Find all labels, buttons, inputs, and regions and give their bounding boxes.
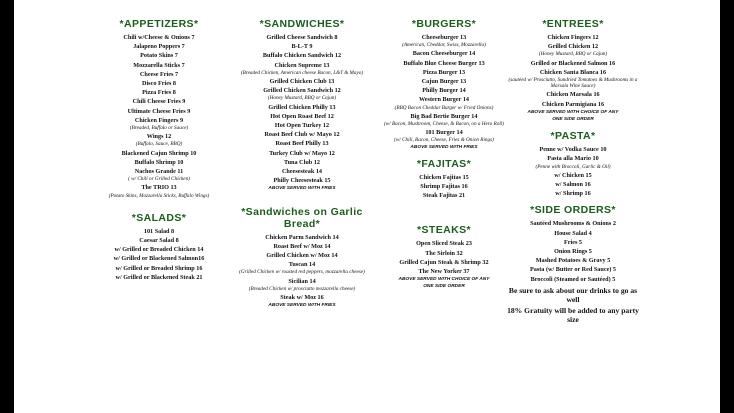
menu-item: Bacon Cheeseburger 14 <box>412 50 476 58</box>
menu-item: Pasta (w/ Butter or Red Sauce) 5 <box>529 266 617 274</box>
menu-item: w/ Grilled or Blackened Steak 21 <box>115 273 203 281</box>
menu-item: Broccoli (Steamed or Sautéed) 5 <box>530 275 616 283</box>
item-description: ( w/ Chili or Grilled Chicken) <box>128 176 190 183</box>
menu-item: Potato Skins 7 <box>140 52 178 60</box>
menu-item: w/ Grilled or Blackened Salmon16 <box>113 255 205 263</box>
menu-item: Roast Beef w/ Moz 14 <box>273 242 331 250</box>
menu-item: Buffalo Shrimp 10 <box>134 158 184 166</box>
menu-item: Wings 12 <box>146 133 172 141</box>
menu-item: Steak Fajitas 21 <box>422 192 466 200</box>
menu-item: Chicken Marsala 16 <box>546 91 600 99</box>
menu-item: Grilled Chicken 12 <box>547 43 599 51</box>
steaks-heading: *STEAKS* <box>417 224 471 237</box>
menu-item: Tuscan 14 <box>288 261 316 269</box>
menu-item: Cheeseburger 13 <box>421 34 467 41</box>
menu-item: w/ Shrimp 16 <box>555 190 591 198</box>
menu-item: Western Burger 14 <box>418 96 470 104</box>
item-description: (w/ Chili, Bacon, Cheese, Fries & Onion Rings) <box>394 137 494 144</box>
menu-item: Chicken Parm Sandwich 14 <box>265 233 339 241</box>
sandwiches-served-note: ABOVE SERVED WITH FRIES <box>268 186 336 192</box>
item-description: (Breaded Chicken w/ prosciutto mozzarella cheese) <box>248 285 356 292</box>
menu-item: Jalapeno Poppers 7 <box>133 43 185 51</box>
item-description: (Buffalo, Sauce, BBQ) <box>135 141 183 148</box>
menu-item: Hot Open Turkey 12 <box>274 122 330 130</box>
item-description: (Breaded Chicken, American cheese Bacon, L&T & Mayo) <box>240 69 364 76</box>
menu-column-sandwiches <box>232 18 372 310</box>
menu-item: B-L-T 9 <box>291 43 313 51</box>
menu-item: Nachos Grande 11 <box>134 168 184 176</box>
menu-item: Caesar Salad 8 <box>139 237 179 245</box>
menu-item: Grilled Chicken Philly 13 <box>268 103 336 111</box>
menu-item: Chicken Supreme 13 <box>274 61 330 69</box>
menu-item: Blackened Cajun Shrimp 10 <box>121 149 197 157</box>
sandwiches-heading: *SANDWICHES* <box>259 18 345 30</box>
menu-item: Roast Beef Philly 13 <box>275 140 329 148</box>
menu-item: Roast Beef Club w/ Mayo 12 <box>264 131 340 139</box>
menu-item: Pizza Fries 8 <box>142 89 176 97</box>
menu-item: The New Yorker 37 <box>418 268 470 276</box>
menu-item: Onion Rings 5 <box>554 248 592 256</box>
salads-heading: *SALADS* <box>131 211 187 224</box>
entrees-served-note: ABOVE SERVED WITH CHOICE OF ANY <box>527 109 619 115</box>
menu-item: Chili w/Cheese & Onions 7 <box>123 34 195 41</box>
menu-column-entrees-pasta-sides <box>503 18 643 324</box>
menu-item: Chili Cheese Fries 9 <box>132 98 186 106</box>
menu-item: Grilled Chicken w/ Moz 14 <box>266 252 338 260</box>
menu-item: Shrimp Fajitas 16 <box>420 183 468 191</box>
side-orders-heading: *SIDE ORDERS* <box>530 204 616 217</box>
menu-item: Disco Fries 8 <box>141 80 177 88</box>
menu-item: Chicken Fajitas 15 <box>419 173 469 181</box>
menu-item: w/ Chicken 15 <box>554 171 592 179</box>
entrees-served-note-2: ONE SIDE ORDER <box>552 117 594 123</box>
menu-item: Grilled Chicken Sandwich 12 <box>263 87 341 95</box>
menu-item: Buffalo Blue Cheese Burger 13 <box>403 59 485 67</box>
menu-item: Sicilian 14 <box>288 277 316 285</box>
menu-item: House Salad 4 <box>554 229 592 237</box>
item-description: (Honey Mustard, BBQ or Cajun) <box>538 51 608 58</box>
menu-item: 101 Burger 14 <box>425 129 463 137</box>
steaks-served-note-2: ONE SIDE ORDER <box>423 284 465 290</box>
item-description: (Honey Mustard, BBQ or Cajun) <box>267 95 337 102</box>
appetizers-heading: *APPETIZERS* <box>119 18 199 30</box>
menu-item: Cheese Fries 7 <box>139 70 179 78</box>
menu-item: Chicken Santa Blanca 16 <box>539 68 607 76</box>
steaks-served-note: ABOVE SERVED WITH CHOICE OF ANY <box>398 277 490 283</box>
menu-item: Cheesesteak 14 <box>281 168 323 176</box>
menu-item: Penne w/ Vodka Sauce 10 <box>539 146 607 154</box>
menu-item: Open Sliced Steak 23 <box>416 240 472 248</box>
item-description: (Penne with Broccoli, Garlic & Oil) <box>535 163 611 170</box>
menu-item: Steak w/ Moz 16 <box>280 294 324 302</box>
entrees-heading: *ENTREES* <box>542 18 604 30</box>
garlic-served-note: ABOVE SERVED WITH FRIES <box>268 303 336 309</box>
garlic-bread-heading: *Sandwiches on Garlic Bread* <box>241 205 363 230</box>
drinks-to-go-note: Be sure to ask about our drinks to go as well <box>508 285 638 304</box>
menu-item: 101 Salad 8 <box>143 227 175 235</box>
menu-item: w/ Grilled or Breaded Chicken 14 <box>114 246 204 254</box>
pasta-heading: *PASTA* <box>550 130 596 143</box>
menu-item: Fries 5 <box>563 238 583 246</box>
menu-item: Chicken Parmigiana 16 <box>541 100 605 108</box>
menu-item: Chicken Fingers 9 <box>134 116 184 124</box>
menu-item: Pasta alla Mario 10 <box>547 155 599 163</box>
menu-column-burgers-steaks <box>380 18 508 292</box>
menu-item: Tuna Club 12 <box>284 158 320 166</box>
menu-item: w/ Grilled or Breaded Shrimp 16 <box>115 264 203 272</box>
menu-item: Big Bad Bertie Burger 14 <box>410 112 478 120</box>
menu-item: Mozzarella Sticks 7 <box>133 61 185 69</box>
item-description: (sautéed w/ Prosciutto, Sundried Tomatoes & Mushrooms in a Marsala Wine Sauce) <box>508 77 638 90</box>
gratuity-note: 18% Gratuity will be added to any party size <box>507 305 639 324</box>
left-frame-border <box>0 0 14 413</box>
menu-item: Hot Open Roast Beef 12 <box>270 112 334 120</box>
menu-item: Grilled Cajun Steak & Shrimp 32 <box>399 258 489 266</box>
right-frame-border <box>720 0 734 413</box>
menu-item: Sautéed Mushrooms & Onions 2 <box>530 220 616 228</box>
burgers-heading: *BURGERS* <box>411 18 477 30</box>
menu-item: Grilled or Blackened Salmon 16 <box>530 59 616 67</box>
menu-item: Pizza Burger 13 <box>422 68 466 76</box>
menu-item: Philly Cheesesteak 15 <box>273 177 331 185</box>
menu-item: w/ Salmon 16 <box>555 181 591 189</box>
menu-item: Chicken Fingers 12 <box>547 34 599 41</box>
menu-item: Cajun Burger 13 <box>421 78 467 86</box>
menu-item: Ultimate Cheese Fries 9 <box>127 107 191 115</box>
menu-item: Mashed Potatoes & Gravy 5 <box>535 257 611 265</box>
item-description: (w/ Bacon, Mushroom, Cheese, & Bacon, on a Hero Roll) <box>384 121 504 128</box>
item-description: (BBQ Bacon Cheddar Burger w/ Fried Onions) <box>394 104 494 111</box>
item-description: (Potato Skins, Mozzarella Sticks, Buffalo Wings) <box>108 192 210 199</box>
item-description: (Breaded, Buffalo or Sauce) <box>129 125 189 132</box>
burgers-served-note: ABOVE SERVED WITH FRIES <box>410 144 478 150</box>
menu-item: Philly Burger 14 <box>422 87 466 95</box>
menu-item: Grilled Chicken Club 13 <box>269 78 335 86</box>
menu-item: Grilled Cheese Sandwich 8 <box>266 34 338 41</box>
fajitas-heading: *FAJITAS* <box>416 157 472 170</box>
menu-item: Buffalo Chicken Sandwich 12 <box>262 52 342 60</box>
menu-item: The Sirloin 32 <box>425 249 463 257</box>
menu-column-appetizers-salads <box>90 18 228 282</box>
item-description: (American, Cheddar, Swiss, Mozzarella) <box>402 42 486 49</box>
item-description: (Grilled Chicken w/ roasted red peppers, mozzarella cheese) <box>239 269 365 276</box>
menu-item: Turkey Club w/ Mayo 12 <box>269 149 335 157</box>
menu-item: The TRIO 13 <box>141 184 177 192</box>
